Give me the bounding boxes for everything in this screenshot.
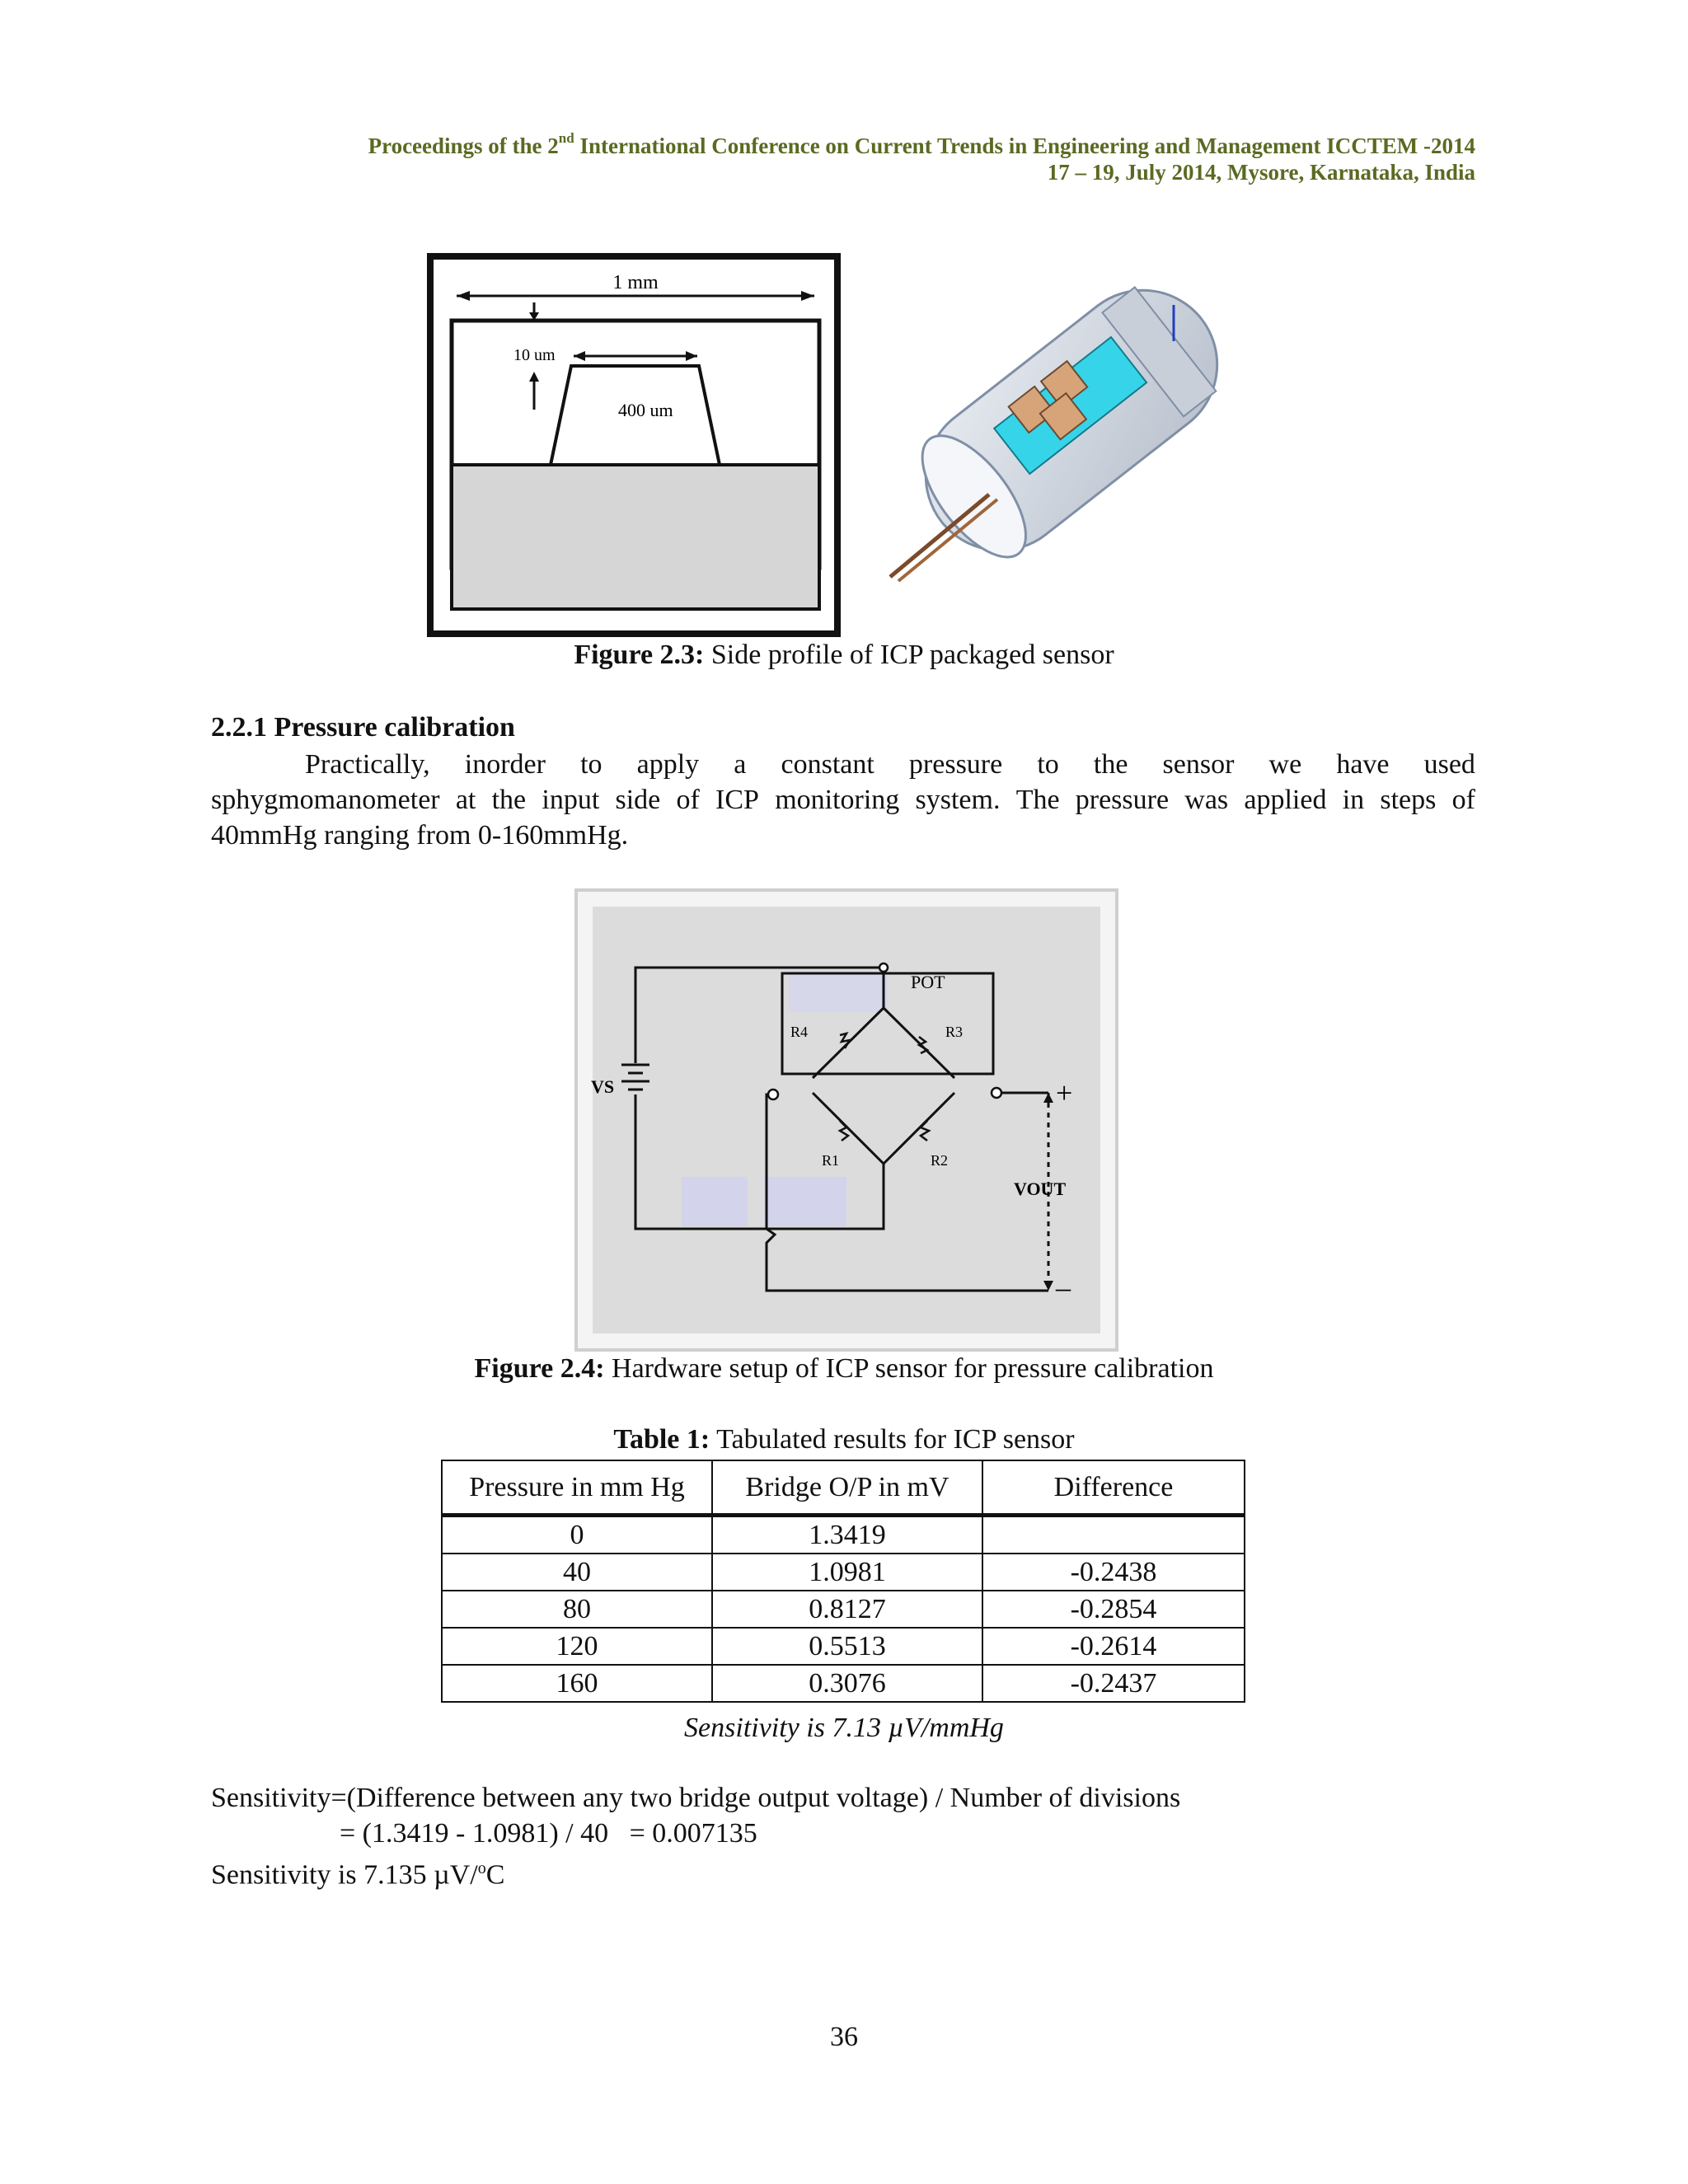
mesa-width-label: 400 um [618, 400, 673, 420]
pot-wiper-node [879, 963, 888, 972]
paragraph-word: steps [1380, 785, 1437, 815]
running-header-line-2: 17 – 19, July 2014, Mysore, Karnataka, India [1047, 160, 1475, 185]
paragraph-word: ICP [715, 785, 759, 815]
paragraph-word: monitoring [775, 785, 900, 815]
paragraph-word: pressure [1075, 785, 1170, 815]
header-bridge-output: Bridge O/P in mV [712, 1460, 982, 1516]
paragraph-word: constant [781, 749, 874, 780]
minus-sign: – [1056, 1271, 1071, 1304]
results-table [441, 1460, 1245, 1703]
paragraph-word: have [1336, 749, 1390, 780]
header-pressure: Pressure in mm Hg [442, 1460, 712, 1516]
paragraph-word: to [1037, 749, 1059, 780]
paragraph-word: used [1423, 749, 1475, 780]
paragraph-word: apply [636, 749, 700, 780]
formula-line-3: Sensitivity is 7.135 µV/$^o$C [211, 1859, 505, 1891]
paragraph-word: we [1268, 749, 1302, 780]
table-cell: 0 [442, 1516, 712, 1554]
section-title: 2.2.1 Pressure calibration [211, 712, 515, 743]
table-cell: 0.8127 [712, 1591, 982, 1628]
r3-label: R3 [945, 1024, 964, 1040]
table-cell: -0.2437 [982, 1665, 1245, 1702]
vout-label: VOUT [1014, 1179, 1067, 1199]
paragraph-word: applied [1244, 785, 1327, 815]
paragraph-line-3: 40mmHg ranging from 0-160mmHg. [211, 820, 629, 851]
formula-line-2: = (1.3419 - 1.0981) / 40 = 0.007135 [340, 1818, 757, 1849]
figure-2-4-caption: Figure 2.4: Hardware setup of ICP sensor for pressure calibration [474, 1353, 1214, 1384]
paragraph-word: at [455, 785, 476, 815]
paragraph-word: Practically, [305, 749, 430, 780]
paragraph-word: of [676, 785, 700, 815]
paragraph-word: to [580, 749, 603, 780]
table-row [442, 1591, 1245, 1628]
figure-2-3-side-profile-diagram [427, 253, 841, 637]
paragraph-line-2 [211, 782, 1475, 818]
paragraph-word: in [1342, 785, 1365, 815]
body-paragraph [211, 747, 1475, 853]
paragraph-word: was [1184, 785, 1229, 815]
r2-label: R2 [931, 1152, 949, 1169]
r4-label: R4 [790, 1024, 809, 1040]
table-cell [982, 1516, 1245, 1554]
running-header-line-1: Proceedings of the 2nd International Conference on Current Trends in Engineering and Management ICCTEM -2014 [368, 130, 1475, 158]
table-cell: 160 [442, 1665, 712, 1702]
table-cell: 80 [442, 1591, 712, 1628]
table-cell: 1.0981 [712, 1554, 982, 1591]
r2-highlight [764, 1177, 846, 1226]
header-difference: Difference [982, 1460, 1245, 1516]
table-cell: -0.2614 [982, 1628, 1245, 1665]
table-cell: 40 [442, 1554, 712, 1591]
paragraph-word: pressure [908, 749, 1003, 780]
paragraph-word: the [1093, 749, 1128, 780]
paragraph-line-1 [211, 747, 1475, 782]
figure-2-4-bridge-circuit [574, 888, 1118, 1352]
plus-sign: + [1056, 1076, 1073, 1109]
table-cell: 0.5513 [712, 1628, 982, 1665]
table-header-row [442, 1460, 1245, 1516]
paragraph-word: of [1451, 785, 1475, 815]
formula-line-1: Sensitivity=(Difference between any two bridge output voltage) / Number of divisions [211, 1783, 1181, 1813]
sensitivity-note: Sensitivity is 7.13 µV/mmHg [684, 1713, 1004, 1743]
height-label: 10 um [513, 346, 556, 364]
paragraph-word: inorder [464, 749, 546, 780]
left-node [768, 1090, 778, 1099]
width-label: 1 mm [612, 272, 659, 293]
page-number: 36 [830, 2022, 858, 2052]
paragraph-word: sphygmomanometer [211, 785, 440, 815]
r1-label: R1 [822, 1152, 840, 1169]
paragraph-word: system. [915, 785, 1001, 815]
table-row [442, 1554, 1245, 1591]
figure-2-3-packaged-sensor-render [882, 255, 1261, 585]
table-row [442, 1516, 1245, 1554]
sensitivity-formula [211, 1780, 1180, 1892]
paragraph-word: The [1015, 785, 1060, 815]
table-cell: -0.2854 [982, 1591, 1245, 1628]
table-row [442, 1665, 1245, 1702]
paragraph-word: input [542, 785, 600, 815]
paragraph-word: the [491, 785, 527, 815]
paragraph-word: sensor [1162, 749, 1235, 780]
figure-2-3-caption: Figure 2.3: Side profile of ICP packaged sensor [574, 640, 1114, 670]
r1-highlight [682, 1177, 748, 1226]
pot-label: POT [911, 972, 945, 992]
table-cell: -0.2438 [982, 1554, 1245, 1591]
table-cell: 120 [442, 1628, 712, 1665]
right-node [992, 1088, 1001, 1098]
paragraph-word: a [734, 749, 747, 780]
substrate [452, 465, 819, 609]
table-1-title: Table 1: Tabulated results for ICP sensor [613, 1424, 1075, 1455]
vs-label: VS [591, 1076, 615, 1097]
table-row [442, 1628, 1245, 1665]
paragraph-word: side [615, 785, 661, 815]
table-cell: 1.3419 [712, 1516, 982, 1554]
table-cell: 0.3076 [712, 1665, 982, 1702]
